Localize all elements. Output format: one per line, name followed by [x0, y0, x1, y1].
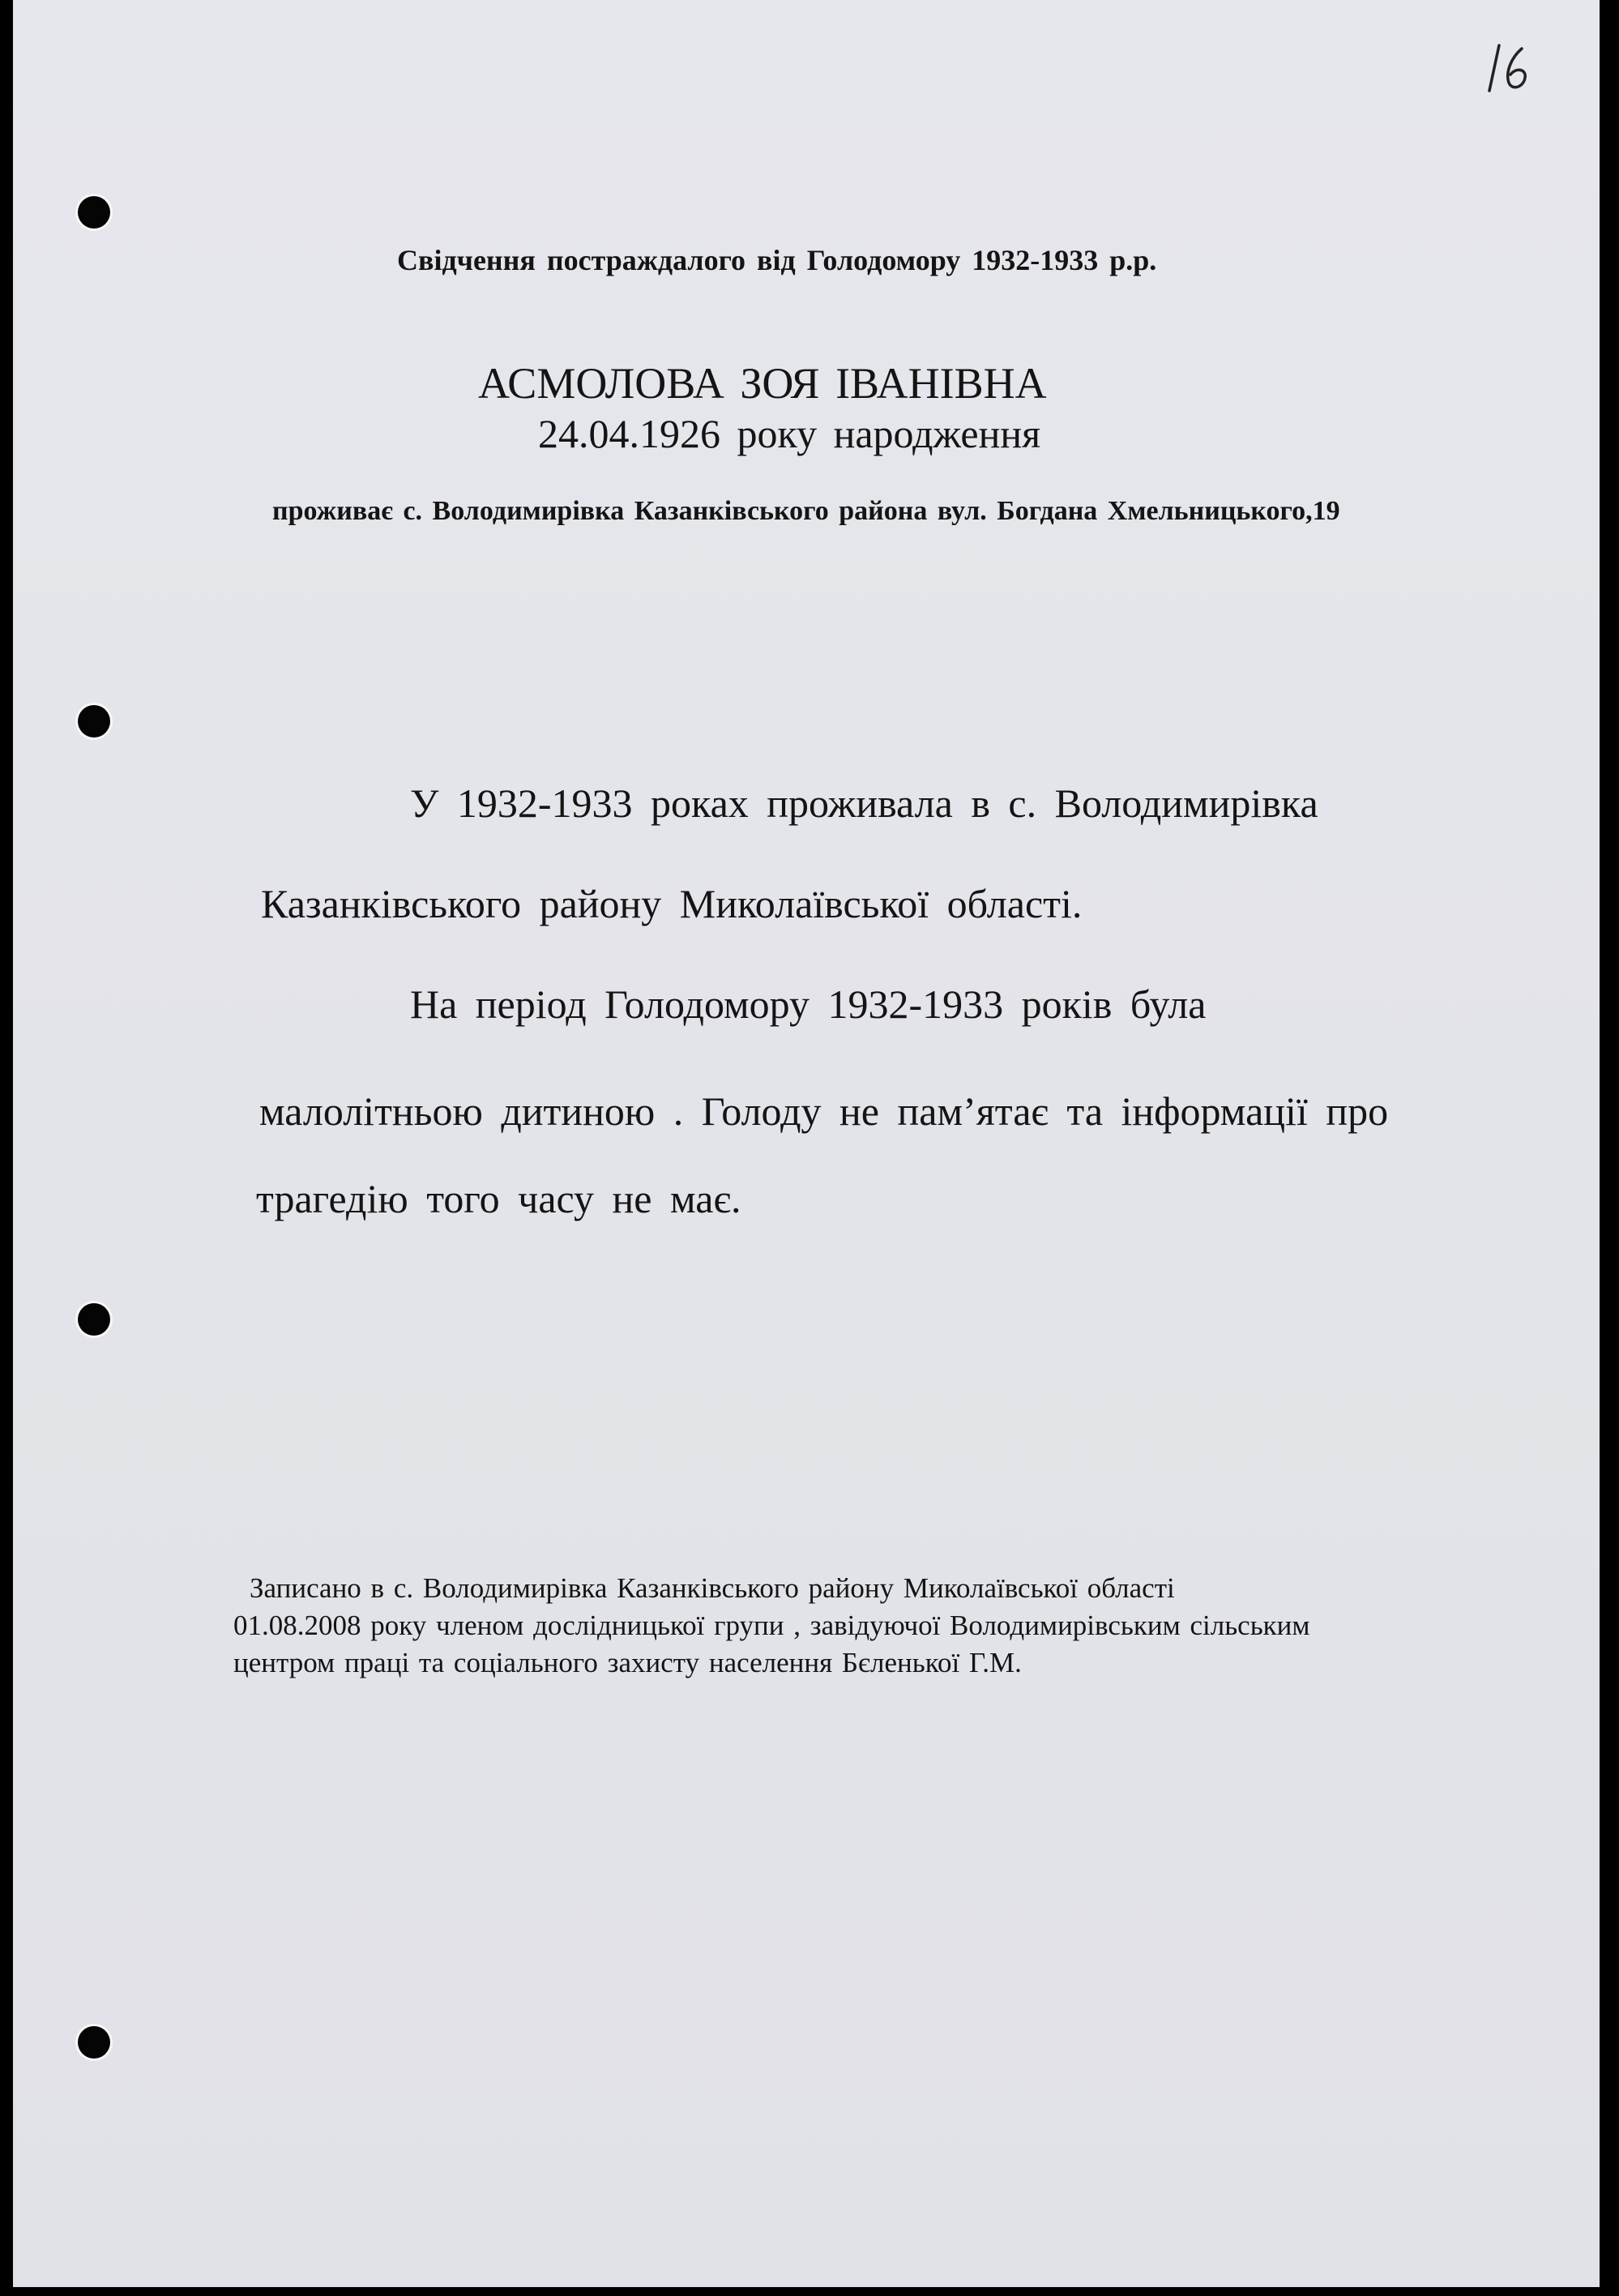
recorded-note-line: Записано в с. Володимирівка Казанківського району Миколаївської області: [250, 1572, 1175, 1604]
punch-hole: [78, 2026, 110, 2059]
residence-address: проживає с. Володимирівка Казанківського района вул. Богдана Хмельницького,19: [272, 496, 1340, 526]
testimony-line: На період Голодомору 1932-1933 років була: [410, 981, 1207, 1027]
person-name: АСМОЛОВА ЗОЯ ІВАНІВНА: [478, 359, 1047, 408]
punch-hole: [78, 705, 110, 738]
document-page: [13, 0, 1600, 2287]
punch-hole: [78, 196, 110, 229]
testimony-line: трагедію того часу не має.: [256, 1176, 741, 1221]
handwritten-page-number-mark: [1472, 31, 1544, 104]
document-heading: Свідчення постраждалого від Голодомору 1932-1933 р.р.: [397, 244, 1157, 276]
handwritten-page-number: [1472, 31, 1544, 104]
recorded-note-line: 01.08.2008 року членом дослідницької групи , завідуючої Володимирівським сільським: [233, 1610, 1310, 1641]
recorded-note-line: центром праці та соціального захисту населення Бєленької Г.М.: [233, 1647, 1022, 1678]
birth-date: 24.04.1926 року народження: [538, 411, 1041, 456]
testimony-line: У 1932-1933 роках проживала в с. Володимирівка: [410, 780, 1318, 826]
punch-hole: [78, 1303, 110, 1336]
testimony-line: малолітньою дитиною . Голоду не пам’ятає та інформації про: [259, 1088, 1389, 1134]
testimony-line: Казанківського району Миколаївської області.: [261, 881, 1083, 926]
